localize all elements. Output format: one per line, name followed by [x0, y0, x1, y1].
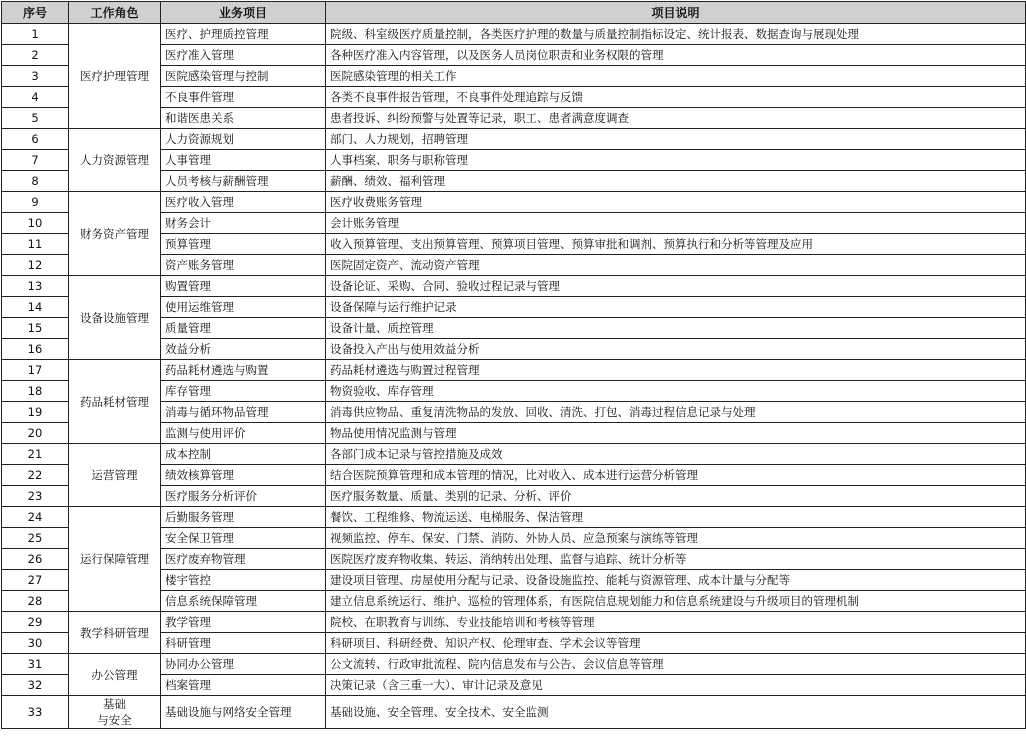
row-number: 3: [2, 66, 69, 87]
row-number: 21: [2, 444, 69, 465]
row-number: 7: [2, 150, 69, 171]
row-number: 12: [2, 255, 69, 276]
item-description: 人事档案、职务与职称管理: [326, 150, 1026, 171]
row-number: 5: [2, 108, 69, 129]
item-description: 各部门成本记录与管控措施及成效: [326, 444, 1026, 465]
item-description: 设备论证、采购、合同、验收过程记录与管理: [326, 276, 1026, 297]
row-number: 29: [2, 612, 69, 633]
business-item: 人员考核与薪酬管理: [161, 171, 326, 192]
table-row: [2, 24, 1026, 45]
item-description: 消毒供应物品、重复清洗物品的发放、回收、清洗、打包、消毒过程信息记录与处理: [326, 402, 1026, 423]
row-number: 8: [2, 171, 69, 192]
row-number: 15: [2, 318, 69, 339]
item-description: 各类不良事件报告管理，不良事件处理追踪与反馈: [326, 87, 1026, 108]
row-number: 10: [2, 213, 69, 234]
item-description: 设备计量、质控管理: [326, 318, 1026, 339]
item-description: 医院医疗废弃物收集、转运、消纳转出处理、监督与追踪、统计分析等: [326, 549, 1026, 570]
item-description: 公文流转、行政审批流程、院内信息发布与公告、会议信息等管理: [326, 654, 1026, 675]
row-number: 18: [2, 381, 69, 402]
row-number: 33: [2, 696, 69, 729]
header-no: 序号: [2, 2, 69, 24]
business-item: 楼宇管控: [161, 570, 326, 591]
business-item: 监测与使用评价: [161, 423, 326, 444]
business-item: 预算管理: [161, 234, 326, 255]
item-description: 部门、人力规划，招聘管理: [326, 129, 1026, 150]
work-role: [69, 696, 161, 729]
row-number: 26: [2, 549, 69, 570]
business-item: 科研管理: [161, 633, 326, 654]
item-description: 药品耗材遴选与购置过程管理: [326, 360, 1026, 381]
item-description: 院级、科室级医疗质量控制，各类医疗护理的数量与质量控制指标设定、统计报表、数据查询与展现处理: [326, 24, 1026, 45]
business-item: 购置管理: [161, 276, 326, 297]
table-row: [2, 612, 1026, 633]
table-row: [2, 192, 1026, 213]
row-number: 4: [2, 87, 69, 108]
business-item: 人力资源规划: [161, 129, 326, 150]
business-item: 医疗收入管理: [161, 192, 326, 213]
work-role-line1: 基础: [103, 696, 126, 711]
business-item: 和谐医患关系: [161, 108, 326, 129]
item-description: 科研项目、科研经费、知识产权、伦理审查、学术会议等管理: [326, 633, 1026, 654]
table-row: [2, 444, 1026, 465]
business-item: 不良事件管理: [161, 87, 326, 108]
table-row: [2, 129, 1026, 150]
item-description: 设备投入产出与使用效益分析: [326, 339, 1026, 360]
business-item: 医疗准入管理: [161, 45, 326, 66]
item-description: 建立信息系统运行、维护、巡检的管理体系，有医院信息规划能力和信息系统建设与升级项目的管理机制: [326, 591, 1026, 612]
business-item: 教学管理: [161, 612, 326, 633]
row-number: 27: [2, 570, 69, 591]
work-role: 运营管理: [69, 444, 161, 507]
row-number: 2: [2, 45, 69, 66]
header-desc: 项目说明: [326, 2, 1026, 24]
table-row: [2, 696, 1026, 729]
business-item: 后勤服务管理: [161, 507, 326, 528]
item-description: 建设项目管理、房屋使用分配与记录、设备设施监控、能耗与资源管理、成本计量与分配等: [326, 570, 1026, 591]
item-description: 会计账务管理: [326, 213, 1026, 234]
item-description: 餐饮、工程维修、物流运送、电梯服务、保洁管理: [326, 507, 1026, 528]
row-number: 32: [2, 675, 69, 696]
business-item: 档案管理: [161, 675, 326, 696]
work-role: 人力资源管理: [69, 129, 161, 192]
work-role: 设备设施管理: [69, 276, 161, 360]
header-item: 业务项目: [161, 2, 326, 24]
business-item: 财务会计: [161, 213, 326, 234]
business-item: 成本控制: [161, 444, 326, 465]
item-description: 基础设施、安全管理、安全技术、安全监测: [326, 696, 1026, 729]
business-item: 基础设施与网络安全管理: [161, 696, 326, 729]
business-item: 协同办公管理: [161, 654, 326, 675]
row-number: 24: [2, 507, 69, 528]
row-number: 14: [2, 297, 69, 318]
business-item: 信息系统保障管理: [161, 591, 326, 612]
business-item: 使用运维管理: [161, 297, 326, 318]
item-description: 院校、在职教育与训练、专业技能培训和考核等管理: [326, 612, 1026, 633]
item-description: 医疗收费账务管理: [326, 192, 1026, 213]
row-number: 25: [2, 528, 69, 549]
row-number: 28: [2, 591, 69, 612]
table-row: [2, 654, 1026, 675]
row-number: 1: [2, 24, 69, 45]
work-role: 医疗护理管理: [69, 24, 161, 129]
item-description: 设备保障与运行维护记录: [326, 297, 1026, 318]
row-number: 17: [2, 360, 69, 381]
item-description: 患者投诉、纠纷预警与处置等记录，职工、患者满意度调查: [326, 108, 1026, 129]
row-number: 23: [2, 486, 69, 507]
row-number: 6: [2, 129, 69, 150]
work-role: 办公管理: [69, 654, 161, 696]
business-item: 医疗废弃物管理: [161, 549, 326, 570]
table-row: [2, 360, 1026, 381]
item-description: 收入预算管理、支出预算管理、预算项目管理、预算审批和调剂、预算执行和分析等管理及应用: [326, 234, 1026, 255]
table-row: [2, 507, 1026, 528]
item-description: 物品使用情况监测与管理: [326, 423, 1026, 444]
row-number: 9: [2, 192, 69, 213]
business-item: 消毒与循环物品管理: [161, 402, 326, 423]
header-role: 工作角色: [69, 2, 161, 24]
item-description: 决策记录（含三重一大）、审计记录及意见: [326, 675, 1026, 696]
business-item: 药品耗材遴选与购置: [161, 360, 326, 381]
work-role: 药品耗材管理: [69, 360, 161, 444]
row-number: 20: [2, 423, 69, 444]
business-item: 绩效核算管理: [161, 465, 326, 486]
row-number: 19: [2, 402, 69, 423]
table-header: [2, 2, 1026, 24]
business-item: 医疗、护理质控管理: [161, 24, 326, 45]
business-item: 医疗服务分析评价: [161, 486, 326, 507]
item-description: 医院感染管理的相关工作: [326, 66, 1026, 87]
business-item: 效益分析: [161, 339, 326, 360]
work-role: 教学科研管理: [69, 612, 161, 654]
row-number: 22: [2, 465, 69, 486]
row-number: 13: [2, 276, 69, 297]
business-item: 安全保卫管理: [161, 528, 326, 549]
row-number: 30: [2, 633, 69, 654]
item-description: 薪酬、绩效、福利管理: [326, 171, 1026, 192]
table-body: [2, 24, 1026, 729]
item-description: 医院固定资产、流动资产管理: [326, 255, 1026, 276]
work-role: 运行保障管理: [69, 507, 161, 612]
business-item: 资产账务管理: [161, 255, 326, 276]
row-number: 16: [2, 339, 69, 360]
row-number: 11: [2, 234, 69, 255]
work-role: 财务资产管理: [69, 192, 161, 276]
business-item: 医院感染管理与控制: [161, 66, 326, 87]
work-role-line2: 与安全: [97, 712, 132, 727]
item-description: 医疗服务数量、质量、类别的记录、分析、评价: [326, 486, 1026, 507]
item-description: 结合医院预算管理和成本管理的情况，比对收入、成本进行运营分析管理: [326, 465, 1026, 486]
business-item: 人事管理: [161, 150, 326, 171]
business-item: 库存管理: [161, 381, 326, 402]
business-item: 质量管理: [161, 318, 326, 339]
item-description: 视频监控、停车、保安、门禁、消防、外协人员、应急预案与演练等管理: [326, 528, 1026, 549]
row-number: 31: [2, 654, 69, 675]
business-table: [1, 1, 1026, 729]
item-description: 各种医疗准入内容管理，以及医务人员岗位职责和业务权限的管理: [326, 45, 1026, 66]
item-description: 物资验收、库存管理: [326, 381, 1026, 402]
table-row: [2, 276, 1026, 297]
